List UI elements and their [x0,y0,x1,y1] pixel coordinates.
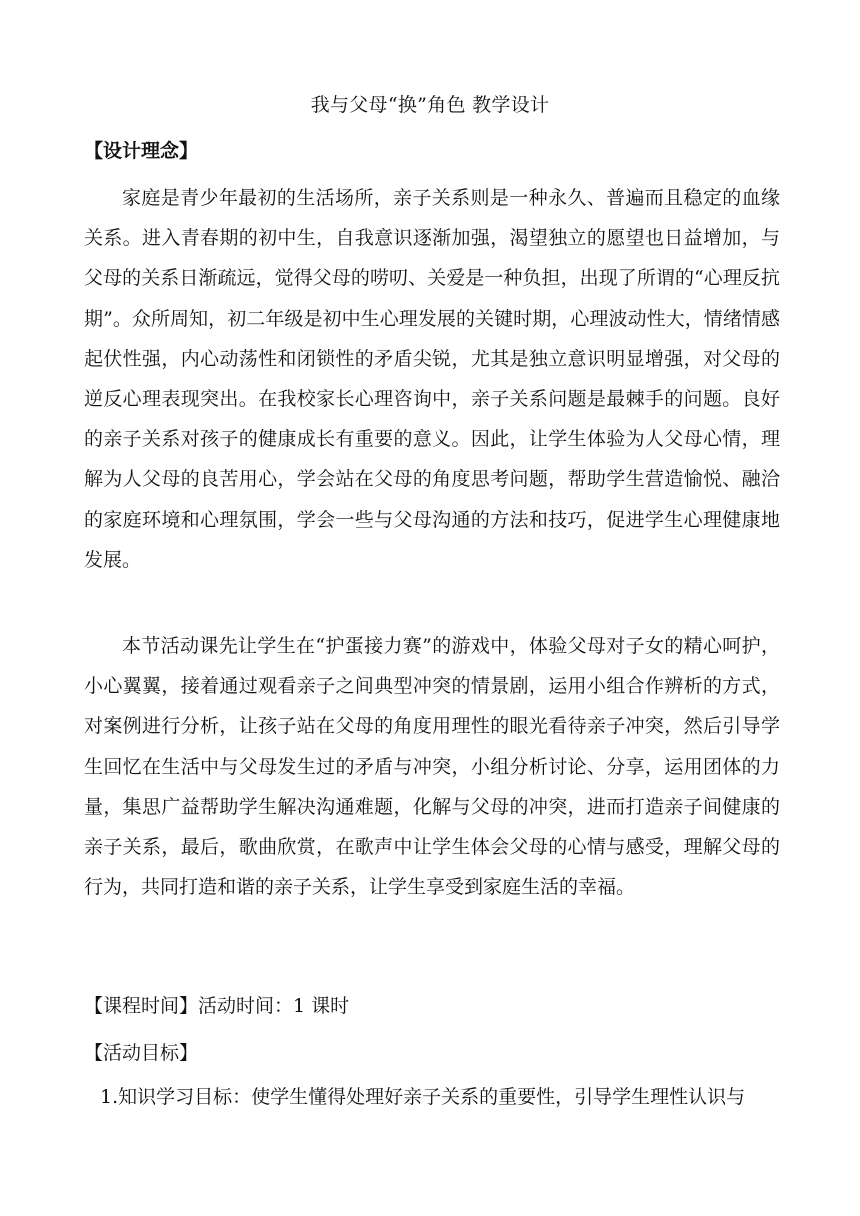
design-concept-heading: 【设计理念】 [84,140,199,162]
course-time-label: 【课程时间】 [84,995,199,1017]
design-concept-paragraph-1: 家庭是青少年最初的生活场所，亲子关系则是一种永久、普遍而且稳定的血缘关系。进入青春期的初中生，自我意识逐渐加强，渴望独立的愿望也日益增加，与父母的关系日渐疏远，觉得父母的唠叨、关爱是一种负担，出现了所谓的“心理反抗期”。众所周知，初二年级是初中生心理发展的关键时期，心理波动性大，情绪情感起伏性强，内心动荡性和闭锁性的矛盾尖锐，尤其是独立意识明显增强，对父母的逆反心理表现突出。在我校家长心理咨询中，亲子关系问题是最棘手的问题。良好的亲子关系对孩子的健康成长有重要的意义。因此，让学生体验为人父母心情，理解为人父母的良苦用心，学会站在父母的角度思考问题，帮助学生营造愉悦、融洽的家庭环境和心理氛围，学会一些与父母沟通的方法和技巧，促进学生心理健康地发展。 [84,187,780,571]
design-concept-paragraph-2: 本节活动课先让学生在“护蛋接力赛”的游戏中，体验父母对子女的精心呵护，小心翼翼，接着通过观看亲子之间典型冲突的情景剧，运用小组合作辨析的方式，对案例进行分析，让孩子站在父母的角度用理性的眼光看待亲子冲突，然后引导学生回忆在生活中与父母发生过的矛盾与冲突，小组分析讨论、分享，运用团体的力量，集思广益帮助学生解决沟通难题，化解与父母的冲突，进而打造亲子间健康的亲子关系，最后，歌曲欣赏，在歌声中让学生体会父母的心情与感受，理解父母的行为，共同打造和谐的亲子关系，让学生享受到家庭生活的幸福。 [84,635,780,899]
activity-goals-heading: 【活动目标】 [84,1042,199,1064]
course-time-line [84,992,349,1020]
course-time-value: 活动时间：1 课时 [198,995,350,1017]
activity-goal-item: 1.知识学习目标：使学生懂得处理好亲子关系的重要性，引导学生理性认识与 [100,1086,746,1108]
document-title: 我与父母“换”角色 教学设计 [310,94,550,116]
